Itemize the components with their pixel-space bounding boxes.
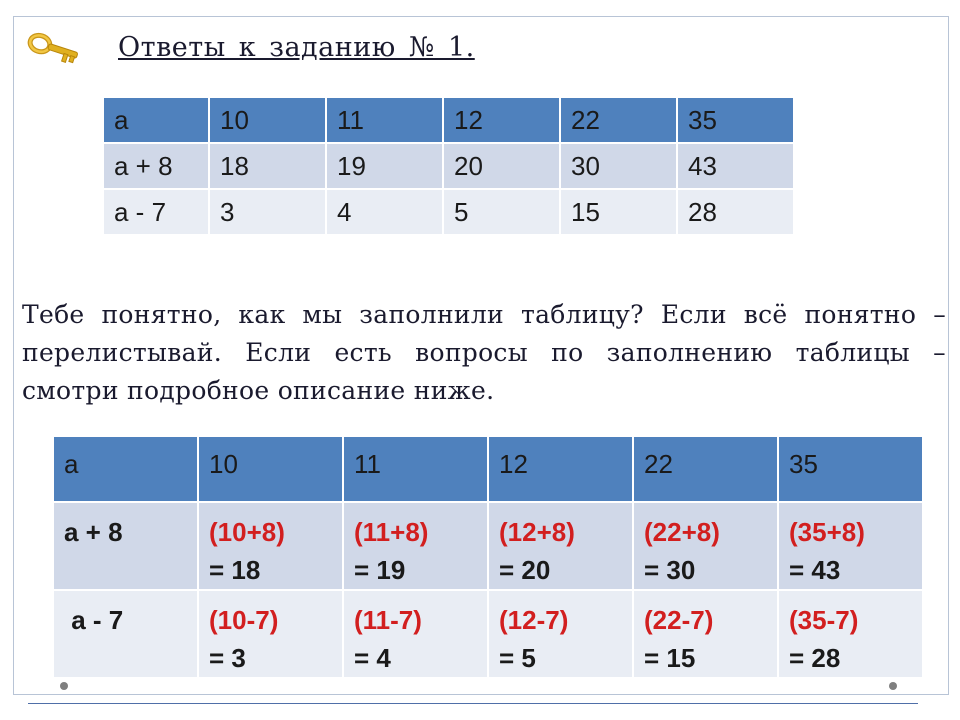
calc-cell — [778, 502, 923, 590]
row-label-cell — [53, 502, 198, 590]
corner-dot-left — [60, 682, 68, 690]
table-cell: 43 — [677, 143, 794, 189]
table-row — [103, 189, 794, 235]
table-row — [53, 590, 923, 678]
calc-cell — [633, 590, 778, 678]
result: = 4 — [354, 643, 391, 673]
result: = 20 — [499, 555, 551, 585]
table-cell: 20 — [443, 143, 560, 189]
table-cell: 30 — [560, 143, 677, 189]
table-cell: а - 7 — [103, 189, 209, 235]
bottom-rule — [28, 703, 918, 704]
expression: (22+8) — [644, 517, 720, 547]
table-cell: 28 — [677, 189, 794, 235]
calc-cell — [778, 590, 923, 678]
table-cell: 18 — [209, 143, 326, 189]
row-label: а - 7 — [64, 605, 124, 635]
table-cell: 10 — [209, 97, 326, 143]
result: = 28 — [789, 643, 841, 673]
expression: (10+8) — [209, 517, 285, 547]
table-cell: 15 — [560, 189, 677, 235]
corner-dot-right — [889, 682, 897, 690]
expression: (35+8) — [789, 517, 865, 547]
table-cell: а + 8 — [103, 143, 209, 189]
answers-table — [102, 96, 795, 236]
table-cell: а — [103, 97, 209, 143]
page-title: Ответы к заданию № 1. — [118, 32, 475, 63]
expression: (11+8) — [354, 517, 429, 547]
expression: (11-7) — [354, 605, 422, 635]
table-cell: 19 — [326, 143, 443, 189]
table-cell: 10 — [198, 436, 343, 502]
calc-cell — [343, 590, 488, 678]
calc-cell — [488, 590, 633, 678]
table-cell: 3 — [209, 189, 326, 235]
table-cell: 12 — [488, 436, 633, 502]
calc-cell — [198, 590, 343, 678]
table-cell: 35 — [677, 97, 794, 143]
table-cell: 22 — [633, 436, 778, 502]
table-row — [53, 502, 923, 590]
table-header-row — [103, 97, 794, 143]
detailed-table — [52, 435, 924, 679]
expression: (12+8) — [499, 517, 575, 547]
calc-cell — [343, 502, 488, 590]
table-cell: 4 — [326, 189, 443, 235]
row-label: а + 8 — [64, 517, 123, 547]
table-cell: 5 — [443, 189, 560, 235]
table-cell: 35 — [778, 436, 923, 502]
instruction-paragraph: Тебе понятно, как мы заполнили таблицу? Если всё понятно – перелистывай. Если есть вопросы по заполнению таблицы – смотри подробное описание ниже. — [22, 300, 946, 405]
result: = 19 — [354, 555, 406, 585]
key-icon — [24, 30, 82, 74]
expression: (10-7) — [209, 605, 279, 635]
expression: (22-7) — [644, 605, 714, 635]
table-header-row — [53, 436, 923, 502]
table-cell: 12 — [443, 97, 560, 143]
result: = 3 — [209, 643, 246, 673]
table-cell: 11 — [343, 436, 488, 502]
calc-cell — [633, 502, 778, 590]
expression: (12-7) — [499, 605, 569, 635]
result: = 5 — [499, 643, 536, 673]
result: = 15 — [644, 643, 696, 673]
row-label-cell — [53, 590, 198, 678]
calc-cell — [488, 502, 633, 590]
table-row — [103, 143, 794, 189]
table-cell: 11 — [326, 97, 443, 143]
result: = 43 — [789, 555, 841, 585]
table-cell: а — [53, 436, 198, 502]
calc-cell — [198, 502, 343, 590]
result: = 18 — [209, 555, 261, 585]
result: = 30 — [644, 555, 696, 585]
expression: (35-7) — [789, 605, 859, 635]
table-cell: 22 — [560, 97, 677, 143]
